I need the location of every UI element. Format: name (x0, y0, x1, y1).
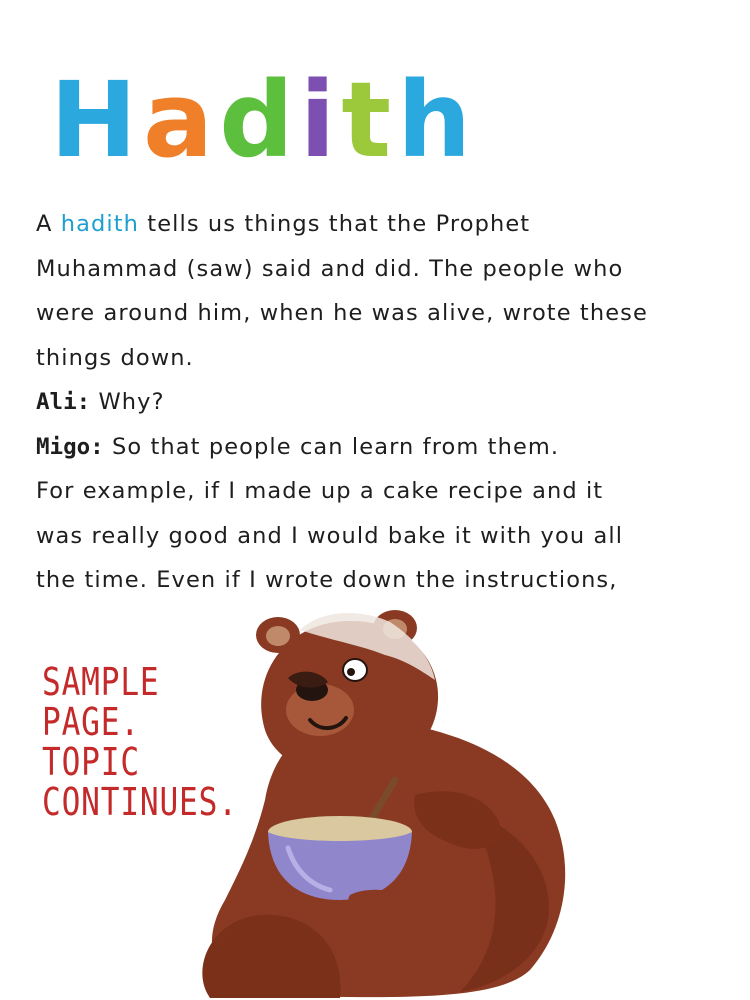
paragraph-line: Muhammad (saw) said and did. The people who (36, 255, 624, 282)
paragraph-line (36, 202, 716, 247)
stamp-line: CONTINUES. (42, 780, 238, 824)
hadith-keyword: hadith (60, 211, 140, 237)
title-letter: t (341, 59, 398, 181)
bear-pupil (347, 668, 355, 676)
sample-page-stamp (42, 662, 238, 822)
speaker-name: Migo: (36, 433, 104, 460)
dialogue-line-ali (36, 380, 716, 425)
dialogue-line-migo (36, 425, 716, 470)
stamp-line: SAMPLE (42, 660, 160, 704)
title-letter: i (299, 59, 342, 181)
paragraph-line: was really good and I would bake it with you all (36, 522, 624, 549)
paragraph-line: the time. Even if I wrote down the instructions, (36, 567, 618, 593)
title-letter: H (50, 59, 144, 181)
text-fragment: A (36, 211, 61, 237)
page-title (50, 52, 478, 181)
speaker-name: Ali: (36, 389, 91, 415)
paragraph-line: For example, if I made up a cake recipe and it (36, 478, 604, 504)
paragraph-line: were around him, when he was alive, wrote these (36, 300, 648, 326)
title-letter: h (397, 59, 478, 181)
title-letter: d (219, 59, 300, 181)
stamp-line: TOPIC (42, 740, 140, 784)
paragraph-line: things down. (36, 344, 194, 371)
stamp-line: PAGE. (42, 700, 140, 744)
dialogue-text: So that people can learn from them. (103, 433, 560, 460)
bear-ear-left-inner (266, 626, 290, 646)
body-text (36, 202, 716, 603)
text-fragment: tells us things that the Prophet (139, 211, 531, 237)
bear-eye (343, 659, 367, 681)
dialogue-text: Why? (90, 389, 165, 415)
title-letter: a (143, 59, 220, 181)
